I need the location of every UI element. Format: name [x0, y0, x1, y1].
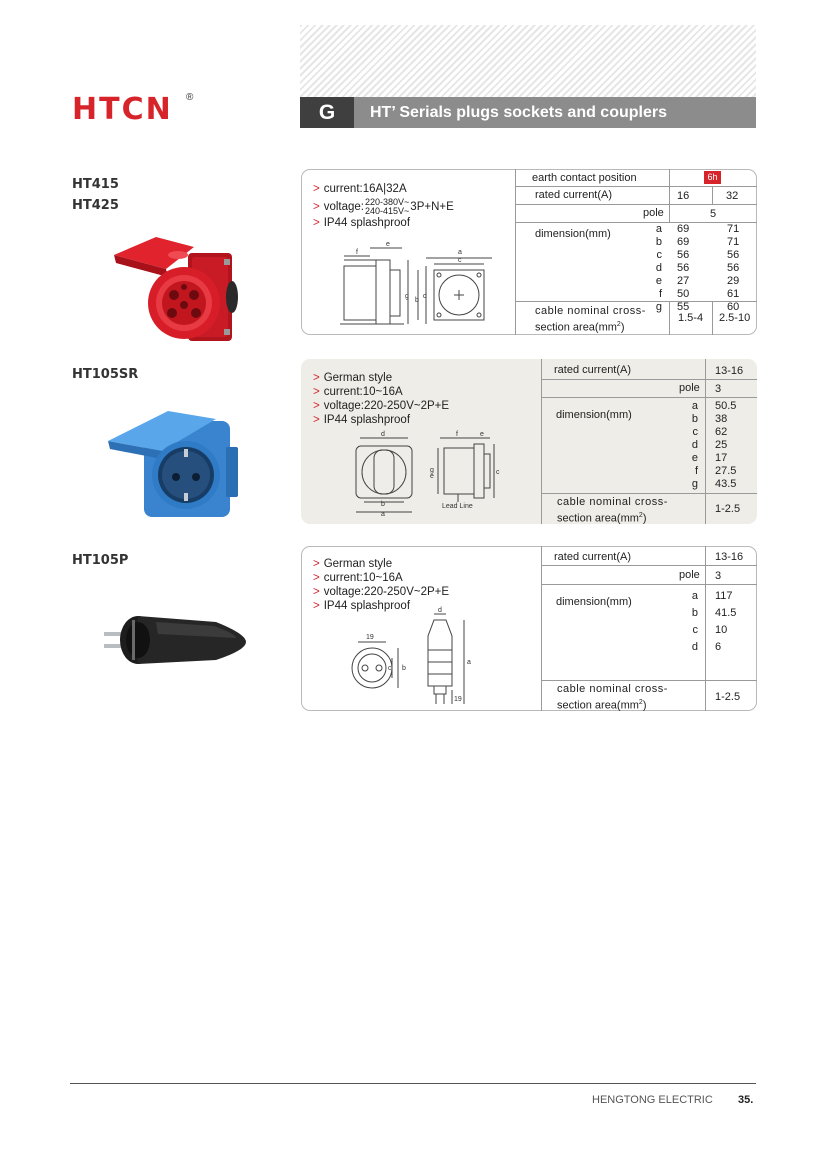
blue-schuko-socket-image: [96, 405, 246, 525]
rated-current-32: 32: [726, 190, 739, 202]
spec-ip: > IP44 splashproof: [313, 600, 411, 612]
drawing-label: g: [430, 467, 434, 474]
drawing-label: b: [402, 665, 406, 672]
table-divider: [712, 186, 713, 204]
pole-label: pole: [643, 207, 664, 219]
drawing-label: b: [415, 297, 419, 304]
dimension-keys: a b c d e f g: [655, 223, 662, 313]
black-schuko-plug-image: [96, 598, 256, 678]
section-letter: G: [300, 97, 354, 128]
dimension-drawing-ht105p: [348, 606, 478, 708]
rated-current-label: rated current(A): [554, 364, 632, 376]
header-hatch-pattern: [300, 25, 756, 97]
pole-value: 5: [710, 208, 717, 220]
rated-current-label: rated current(A): [535, 189, 613, 201]
spec-voltage: > voltage:220-250V~2P+E: [313, 400, 450, 412]
page-number: 35.: [738, 1094, 754, 1106]
dimension-label: dimension(mm): [556, 409, 632, 421]
spec-voltage: > voltage:220-380V~ 240-415V~3P+N+E: [313, 197, 454, 216]
drawing-label: d: [423, 293, 427, 300]
dimension-label: dimension(mm): [535, 228, 611, 240]
table-divider: [712, 301, 713, 335]
table-divider: [515, 169, 516, 335]
cable-area-value: 1-2.5: [715, 691, 741, 703]
dimension-keys: a b c d e f g: [691, 400, 698, 490]
earth-contact-badge: 6h: [704, 171, 721, 184]
table-divider: [541, 359, 542, 524]
dimension-keys: a b c d: [691, 590, 698, 653]
dimension-values: 50.5 38 62 25 17 27.5 43.5: [715, 400, 737, 490]
product-name-ht105p: HT105P: [72, 553, 129, 568]
dimension-drawing-ht105sr: [348, 428, 508, 520]
section-title: HT’ Serials plugs sockets and couplers: [370, 104, 667, 121]
table-divider: [705, 546, 706, 711]
spec-ip: > IP44 splashproof: [313, 217, 411, 229]
spec-list-ht105p: [313, 557, 533, 613]
drawing-label: 19: [366, 634, 374, 641]
table-divider: [541, 680, 757, 681]
dimension-drawing-ht415: [330, 240, 505, 330]
drawing-label: e: [386, 241, 390, 248]
spec-current: > current:16A|32A: [313, 183, 407, 195]
drawing-label: b: [381, 501, 385, 508]
rated-current-value: 13-16: [715, 551, 744, 563]
drawing-label: 19: [454, 696, 462, 703]
product-name-ht415: HT415: [72, 177, 119, 192]
drawing-label: c: [458, 257, 462, 264]
drawing-label: d: [381, 431, 385, 438]
rated-current-16: 16: [677, 190, 690, 202]
cable-area-label: cable nominal cross- section $area(mm^2)$: [557, 496, 668, 525]
drawing-label: a: [458, 249, 462, 256]
table-divider: [669, 169, 670, 222]
table-divider: [515, 301, 757, 302]
table-divider: [541, 397, 757, 398]
dimension-values-16a: 69 69 56 56 27 50 55: [677, 223, 690, 313]
table-divider: [705, 359, 706, 524]
footer-company: HENGTONG ELECTRIC: [592, 1094, 713, 1106]
dimension-values-32a: 71 71 56 56 29 61 60: [727, 223, 740, 313]
spec-style: > German style: [313, 558, 393, 570]
rated-current-label: rated current(A): [554, 551, 632, 563]
pole-label: pole: [679, 382, 700, 394]
lead-line-note: Lead Line: [442, 503, 473, 510]
pole-value: 3: [715, 570, 722, 582]
spec-voltage: > voltage:220-250V~2P+E: [313, 586, 450, 598]
cable-area-16a: 1.5-4: [678, 312, 704, 324]
earth-contact-label: earth contact position: [532, 172, 637, 184]
drawing-label: d: [438, 607, 442, 614]
red-industrial-socket-image: [96, 225, 246, 350]
drawing-label: a: [467, 659, 471, 666]
table-divider: [541, 493, 757, 494]
drawing-label: c: [388, 665, 392, 672]
spec-list-ht105sr: [313, 371, 533, 427]
dimension-values: 117 41.5 10 6: [715, 590, 737, 653]
drawing-label: f: [456, 431, 458, 438]
table-divider: [515, 204, 757, 205]
drawing-label: f: [356, 249, 358, 256]
drawing-label: g: [405, 293, 409, 300]
spec-current: > current:10~16A: [313, 386, 403, 398]
table-divider: [515, 222, 757, 223]
registered-mark: ®: [186, 92, 194, 103]
dimension-label: dimension(mm): [556, 596, 632, 608]
footer-rule: [70, 1083, 756, 1084]
cable-area-value: 1-2.5: [715, 503, 741, 515]
cable-area-label: cable nominal cross- section $area(mm^2)$: [535, 305, 646, 334]
cable-area-label: cable nominal cross- section $area(mm^2)$: [557, 683, 668, 712]
table-divider: [541, 565, 757, 566]
cable-area-32a: 2.5-10: [719, 312, 751, 324]
pole-value: 3: [715, 383, 722, 395]
table-divider: [541, 584, 757, 585]
spec-list-ht415: [313, 182, 513, 230]
table-divider: [515, 186, 757, 187]
drawing-label: e: [430, 473, 434, 480]
product-name-ht425: HT425: [72, 198, 119, 213]
pole-label: pole: [679, 569, 700, 581]
brand-logo: HTCN: [72, 92, 173, 127]
drawing-label: a: [381, 511, 385, 518]
rated-current-value: 13-16: [715, 365, 744, 377]
product-name-ht105sr: HT105SR: [72, 367, 139, 382]
spec-current: > current:10~16A: [313, 572, 403, 584]
table-divider: [541, 546, 542, 711]
spec-style: > German style: [313, 372, 393, 384]
drawing-label: e: [480, 431, 484, 438]
spec-ip: > IP44 splashproof: [313, 414, 411, 426]
table-divider: [669, 301, 670, 335]
drawing-label: c: [496, 469, 500, 476]
table-divider: [541, 379, 757, 380]
